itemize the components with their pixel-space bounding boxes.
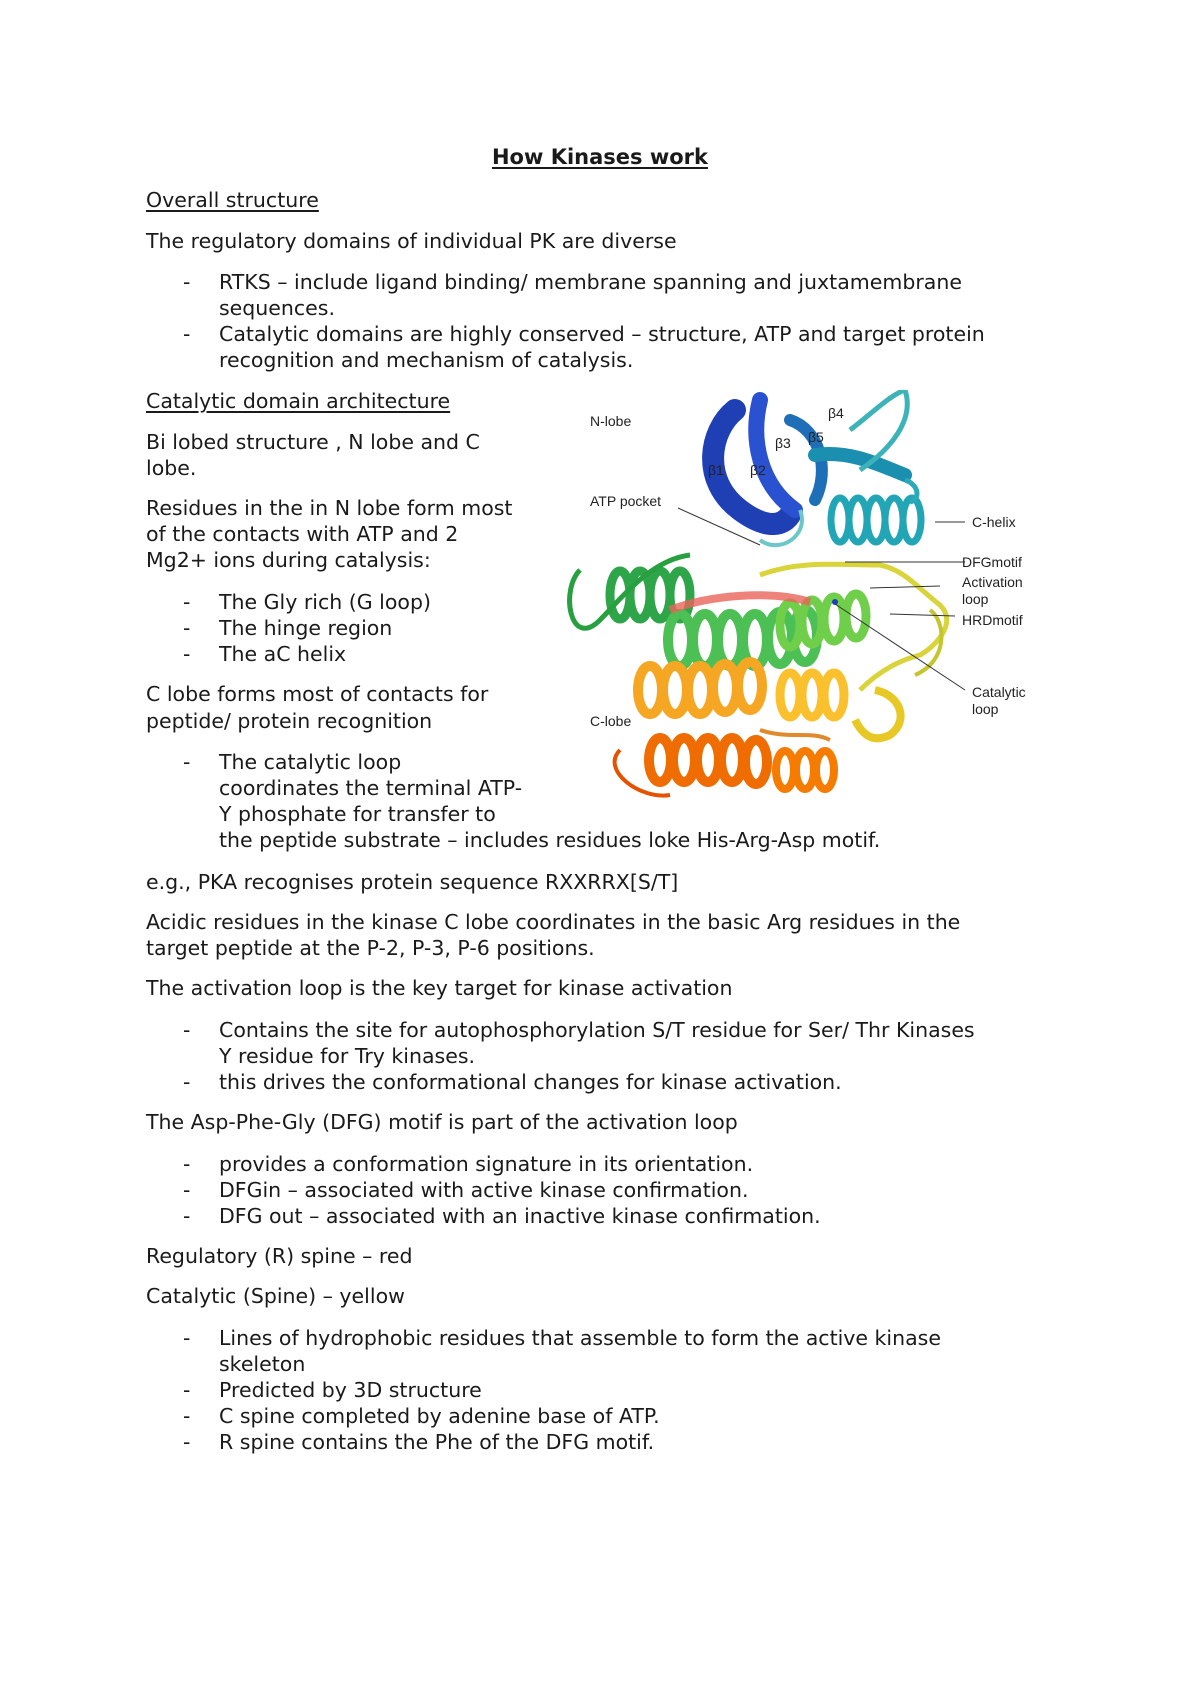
paragraph: The regulatory domains of individual PK are diverse: [146, 229, 677, 253]
bullet-text: The Gly rich (G loop): [219, 590, 431, 614]
bullet-dash: -: [183, 270, 191, 294]
beta4-label: β4: [828, 405, 844, 421]
bullet-dash: -: [183, 590, 191, 614]
catalytic-loop-label: Catalytic: [972, 684, 1026, 700]
bullet-text: skeleton: [219, 1352, 306, 1376]
bullet-dash: -: [183, 1430, 191, 1454]
orange-red-helix: [649, 738, 767, 784]
bullet-text: recognition and mechanism of catalysis.: [219, 348, 634, 372]
beta5-label: β5: [808, 429, 824, 445]
bullet-text: this drives the conformational changes for kinase activation.: [219, 1070, 842, 1094]
bullet-text: coordinates the terminal ATP-: [219, 776, 523, 800]
section-heading-overall-structure: Overall structure: [146, 188, 319, 212]
bullet-dash: -: [183, 1204, 191, 1228]
bullet-text: RTKS – include ligand binding/ membrane spanning and juxtamembrane: [219, 270, 962, 294]
atp-pocket-label: ATP pocket: [590, 493, 662, 509]
bullet-text: DFG out – associated with an inactive kinase confirmation.: [219, 1204, 821, 1228]
beta-strand-shape: [815, 454, 905, 475]
bullet-text: C spine completed by adenine base of ATP.: [219, 1404, 660, 1428]
bullet-text: The aC helix: [219, 642, 347, 666]
hrd-motif-label: HRDmotif: [962, 612, 1023, 628]
bullet-dash: -: [183, 1404, 191, 1428]
bullet-dash: -: [183, 322, 191, 346]
bullet-text: Lines of hydrophobic residues that assemble to form the active kinase: [219, 1326, 941, 1350]
callout-line: [870, 586, 940, 588]
n-lobe-label: N-lobe: [590, 413, 632, 429]
yellow-helix-shape: [855, 690, 901, 738]
paragraph: Residues in the in N lobe form most: [146, 496, 513, 520]
paragraph: C lobe forms most of contacts for: [146, 682, 489, 706]
bullet-text: Predicted by 3D structure: [219, 1378, 482, 1402]
bullet-dash: -: [183, 750, 191, 774]
bullet-dash: -: [183, 1378, 191, 1402]
paragraph: peptide/ protein recognition: [146, 709, 433, 733]
bullet-dash: -: [183, 1070, 191, 1094]
paragraph: The Asp-Phe-Gly (DFG) motif is part of the activation loop: [146, 1110, 738, 1134]
bullet-text: R spine contains the Phe of the DFG motif.: [219, 1430, 655, 1454]
bullet-text: provides a conformation signature in its orientation.: [219, 1152, 754, 1176]
activation-loop-label: loop: [962, 591, 989, 607]
orange-helix: [638, 662, 762, 714]
beta2-label: β2: [750, 462, 766, 478]
bullet-dash: -: [183, 642, 191, 666]
bullet-text: The catalytic loop: [219, 750, 402, 774]
orange-red-helix: [776, 751, 834, 789]
orange-helix: [780, 673, 844, 717]
bullet-dash: -: [183, 1152, 191, 1176]
paragraph: lobe.: [146, 456, 197, 480]
bullet-text: DFGin – associated with active kinase confirmation.: [219, 1178, 749, 1202]
kinase-structure-figure: [560, 390, 1060, 850]
bullet-text: Y phosphate for transfer to: [219, 802, 496, 826]
c-helix-coil: [831, 498, 921, 542]
c-lobe-label: C-lobe: [590, 713, 632, 729]
paragraph: target peptide at the P-2, P-3, P-6 positions.: [146, 936, 595, 960]
paragraph: of the contacts with ATP and 2: [146, 522, 459, 546]
bullet-text: sequences.: [219, 296, 335, 320]
beta1-label: β1: [708, 462, 724, 478]
c-helix-label: C-helix: [972, 514, 1016, 530]
bullet-text: Contains the site for autophosphorylation S/T residue for Ser/ Thr Kinases: [219, 1018, 975, 1042]
paragraph: Mg2+ ions during catalysis:: [146, 548, 431, 572]
paragraph: Regulatory (R) spine – red: [146, 1244, 413, 1268]
paragraph: Catalytic (Spine) – yellow: [146, 1284, 405, 1308]
bullet-dash: -: [183, 1178, 191, 1202]
paragraph: Bi lobed structure , N lobe and C: [146, 430, 480, 454]
section-heading-catalytic-domain: Catalytic domain architecture: [146, 389, 451, 413]
bullet-dash: -: [183, 1018, 191, 1042]
activation-loop-label: Activation: [962, 574, 1023, 590]
loop-shape: [760, 730, 830, 740]
bullet-text: Catalytic domains are highly conserved – structure, ATP and target protein: [219, 322, 985, 346]
bullet-text: The hinge region: [219, 616, 393, 640]
paragraph: Acidic residues in the kinase C lobe coordinates in the basic Arg residues in the: [146, 910, 961, 934]
loop-shape: [615, 750, 670, 796]
dfg-motif-label: DFGmotif: [962, 554, 1022, 570]
page-title: How Kinases work: [491, 145, 708, 169]
catalytic-loop-label: loop: [972, 701, 999, 717]
beta3-label: β3: [775, 435, 791, 451]
paragraph: e.g., PKA recognises protein sequence RXXRRX[S/T]: [146, 870, 679, 894]
bullet-dash: -: [183, 1326, 191, 1350]
bullet-dash: -: [183, 616, 191, 640]
bullet-text: Y residue for Try kinases.: [219, 1044, 476, 1068]
bullet-text: the peptide substrate – includes residues loke His-Arg-Asp motif.: [219, 828, 881, 852]
paragraph: The activation loop is the key target for kinase activation: [146, 976, 733, 1000]
